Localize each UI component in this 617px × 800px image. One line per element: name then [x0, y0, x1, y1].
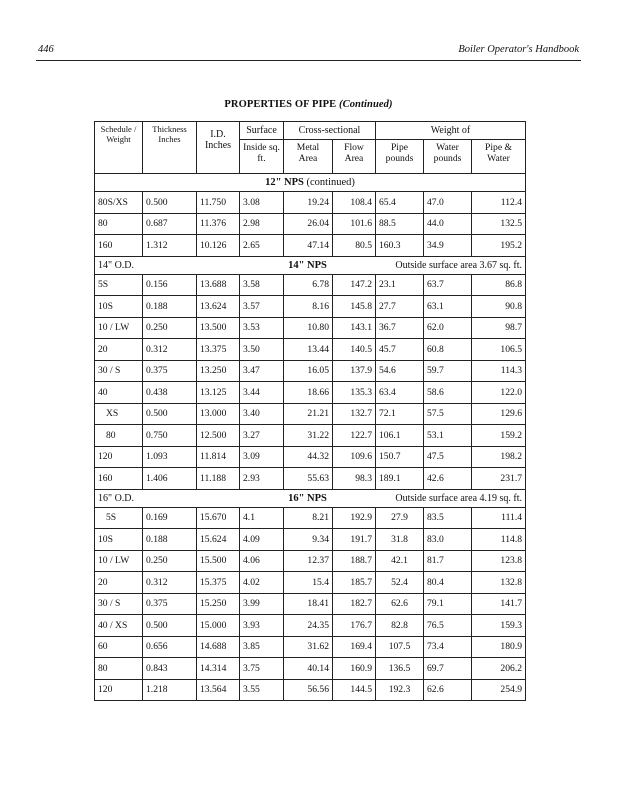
cell-pipe-water: 114.8 [472, 529, 526, 551]
cell-pipe-pounds: 42.1 [376, 550, 424, 572]
cell-flow-area: 145.8 [333, 296, 376, 318]
cell-water-pounds: 83.5 [424, 507, 472, 529]
cell-pipe-water: 123.8 [472, 550, 526, 572]
cell-thickness: 1.093 [143, 446, 197, 468]
cell-thickness: 1.218 [143, 679, 197, 701]
cell-pipe-pounds: 52.4 [376, 572, 424, 594]
header-cross-sectional: Cross-sectional [284, 122, 376, 140]
cell-pipe-pounds: 23.1 [376, 274, 424, 296]
cell-pipe-pounds: 62.6 [376, 593, 424, 615]
cell-id: 14.314 [197, 658, 240, 680]
table-row [95, 572, 526, 594]
cell-pipe-water: 254.9 [472, 679, 526, 701]
cell-schedule: 60 [95, 636, 143, 658]
cell-water-pounds: 58.6 [424, 382, 472, 404]
cell-water-pounds: 47.5 [424, 446, 472, 468]
running-header-title: Boiler Operator's Handbook [458, 44, 579, 55]
cell-water-pounds: 83.0 [424, 529, 472, 551]
cell-id: 11.376 [197, 213, 240, 235]
cell-metal-area: 18.41 [284, 593, 333, 615]
cell-flow-area: 191.7 [333, 529, 376, 551]
cell-schedule: 10 / LW [95, 550, 143, 572]
cell-schedule: 120 [95, 679, 143, 701]
cell-thickness: 0.188 [143, 296, 197, 318]
cell-pipe-pounds: 31.8 [376, 529, 424, 551]
cell-id: 11.814 [197, 446, 240, 468]
cell-water-pounds: 57.5 [424, 403, 472, 425]
cell-metal-area: 10.80 [284, 317, 333, 339]
cell-metal-area: 8.16 [284, 296, 333, 318]
cell-schedule: 80 [95, 658, 143, 680]
cell-water-pounds: 73.4 [424, 636, 472, 658]
cell-schedule: 20 [95, 572, 143, 594]
header-weight-of: Weight of [376, 122, 526, 140]
cell-flow-area: 101.6 [333, 213, 376, 235]
table-row [95, 507, 526, 529]
cell-pipe-water: 90.8 [472, 296, 526, 318]
cell-thickness: 0.687 [143, 213, 197, 235]
cell-surface-inside: 3.40 [240, 403, 284, 425]
cell-schedule: 10S [95, 529, 143, 551]
cell-flow-area: 147.2 [333, 274, 376, 296]
cell-id: 15.670 [197, 507, 240, 529]
cell-flow-area: 143.1 [333, 317, 376, 339]
cell-surface-inside: 3.08 [240, 192, 284, 214]
cell-metal-area: 24.35 [284, 615, 333, 637]
table-row [95, 446, 526, 468]
cell-pipe-water: 159.3 [472, 615, 526, 637]
cell-surface-inside: 3.57 [240, 296, 284, 318]
table-row [95, 468, 526, 490]
table-row [95, 403, 526, 425]
cell-id: 15.375 [197, 572, 240, 594]
cell-flow-area: 137.9 [333, 360, 376, 382]
cell-flow-area: 185.7 [333, 572, 376, 594]
cell-pipe-pounds: 27.9 [376, 507, 424, 529]
table-row [95, 192, 526, 214]
cell-pipe-water: 106.5 [472, 339, 526, 361]
cell-pipe-water: 231.7 [472, 468, 526, 490]
table-row [95, 593, 526, 615]
table-row [95, 296, 526, 318]
cell-thickness: 0.250 [143, 550, 197, 572]
cell-thickness: 0.500 [143, 615, 197, 637]
cell-id: 13.000 [197, 403, 240, 425]
cell-pipe-water: 129.6 [472, 403, 526, 425]
cell-schedule: 30 / S [95, 360, 143, 382]
cell-pipe-pounds: 192.3 [376, 679, 424, 701]
cell-pipe-water: 159.2 [472, 425, 526, 447]
header-surface-inside: Inside sq. ft. [240, 140, 284, 174]
cell-pipe-water: 112.4 [472, 192, 526, 214]
cell-flow-area: 109.6 [333, 446, 376, 468]
cell-water-pounds: 59.7 [424, 360, 472, 382]
cell-metal-area: 19.24 [284, 192, 333, 214]
cell-flow-area: 176.7 [333, 615, 376, 637]
table-row [95, 658, 526, 680]
cell-thickness: 0.312 [143, 572, 197, 594]
header-pipe-pounds: Pipe pounds [376, 140, 424, 174]
cell-flow-area: 144.5 [333, 679, 376, 701]
section-od-label: 14" O.D. [95, 256, 240, 274]
cell-schedule: 40 [95, 382, 143, 404]
cell-pipe-water: 206.2 [472, 658, 526, 680]
cell-surface-inside: 3.47 [240, 360, 284, 382]
header-thickness: Thickness Inches [143, 122, 197, 174]
cell-water-pounds: 81.7 [424, 550, 472, 572]
section-continued-text: (continued) [306, 177, 355, 188]
cell-schedule: 40 / XS [95, 615, 143, 637]
section-header-row [95, 256, 526, 274]
cell-pipe-water: 132.5 [472, 213, 526, 235]
section-surface-area: Outside surface area 4.19 sq. ft. [376, 489, 526, 507]
cell-surface-inside: 3.85 [240, 636, 284, 658]
table-title-main: PROPERTIES OF PIPE [224, 99, 337, 110]
cell-id: 13.624 [197, 296, 240, 318]
cell-pipe-water: 195.2 [472, 235, 526, 257]
cell-thickness: 0.656 [143, 636, 197, 658]
section-surface-area: Outside surface area 3.67 sq. ft. [376, 256, 526, 274]
cell-pipe-pounds: 106.1 [376, 425, 424, 447]
cell-surface-inside: 4.09 [240, 529, 284, 551]
cell-id: 11.750 [197, 192, 240, 214]
cell-surface-inside: 2.98 [240, 213, 284, 235]
table-row [95, 213, 526, 235]
table-row [95, 339, 526, 361]
cell-pipe-pounds: 88.5 [376, 213, 424, 235]
header-pipe-water: Pipe & Water [472, 140, 526, 174]
section-nps-label: 14" NPS [240, 256, 376, 274]
cell-surface-inside: 3.50 [240, 339, 284, 361]
table-row [95, 382, 526, 404]
cell-metal-area: 9.34 [284, 529, 333, 551]
cell-water-pounds: 79.1 [424, 593, 472, 615]
cell-flow-area: 169.4 [333, 636, 376, 658]
cell-water-pounds: 69.7 [424, 658, 472, 680]
header-rule [36, 60, 581, 61]
cell-surface-inside: 4.06 [240, 550, 284, 572]
cell-id: 12.500 [197, 425, 240, 447]
cell-metal-area: 15.4 [284, 572, 333, 594]
cell-id: 11.188 [197, 468, 240, 490]
cell-flow-area: 98.3 [333, 468, 376, 490]
cell-thickness: 0.169 [143, 507, 197, 529]
cell-water-pounds: 42.6 [424, 468, 472, 490]
cell-flow-area: 132.7 [333, 403, 376, 425]
table-row [95, 235, 526, 257]
cell-schedule: 10 / LW [95, 317, 143, 339]
cell-id: 10.126 [197, 235, 240, 257]
cell-surface-inside: 3.93 [240, 615, 284, 637]
cell-thickness: 0.500 [143, 192, 197, 214]
cell-flow-area: 122.7 [333, 425, 376, 447]
cell-id: 15.500 [197, 550, 240, 572]
table-row [95, 550, 526, 572]
cell-surface-inside: 3.44 [240, 382, 284, 404]
section-header-row [95, 174, 526, 192]
cell-pipe-pounds: 65.4 [376, 192, 424, 214]
cell-pipe-pounds: 36.7 [376, 317, 424, 339]
cell-thickness: 0.375 [143, 593, 197, 615]
cell-schedule: 5S [95, 274, 143, 296]
table-row [95, 615, 526, 637]
cell-metal-area: 55.63 [284, 468, 333, 490]
cell-flow-area: 140.5 [333, 339, 376, 361]
cell-pipe-pounds: 72.1 [376, 403, 424, 425]
cell-surface-inside: 2.65 [240, 235, 284, 257]
cell-schedule: 80 [95, 425, 143, 447]
cell-flow-area: 108.4 [333, 192, 376, 214]
header-surface: Surface [240, 122, 284, 140]
cell-schedule: 20 [95, 339, 143, 361]
cell-flow-area: 135.3 [333, 382, 376, 404]
cell-flow-area: 80.5 [333, 235, 376, 257]
table-title [0, 99, 617, 110]
cell-surface-inside: 4.1 [240, 507, 284, 529]
cell-id: 13.688 [197, 274, 240, 296]
cell-schedule: 30 / S [95, 593, 143, 615]
cell-pipe-pounds: 54.6 [376, 360, 424, 382]
header-flow-area: Flow Area [333, 140, 376, 174]
table-row [95, 274, 526, 296]
cell-metal-area: 40.14 [284, 658, 333, 680]
cell-metal-area: 31.62 [284, 636, 333, 658]
header-water-pounds: Water pounds [424, 140, 472, 174]
cell-pipe-water: 180.9 [472, 636, 526, 658]
cell-pipe-water: 132.8 [472, 572, 526, 594]
cell-schedule: 80 [95, 213, 143, 235]
cell-water-pounds: 53.1 [424, 425, 472, 447]
cell-thickness: 0.156 [143, 274, 197, 296]
cell-id: 13.500 [197, 317, 240, 339]
cell-water-pounds: 47.0 [424, 192, 472, 214]
cell-water-pounds: 80.4 [424, 572, 472, 594]
header-id: I.D. Inches [197, 122, 240, 174]
table-row [95, 636, 526, 658]
cell-water-pounds: 63.7 [424, 274, 472, 296]
cell-flow-area: 160.9 [333, 658, 376, 680]
cell-thickness: 1.406 [143, 468, 197, 490]
cell-surface-inside: 3.09 [240, 446, 284, 468]
cell-flow-area: 188.7 [333, 550, 376, 572]
cell-schedule: XS [95, 403, 143, 425]
header-schedule: Schedule / Weight [95, 122, 143, 174]
table-row [95, 679, 526, 701]
cell-surface-inside: 4.02 [240, 572, 284, 594]
cell-surface-inside: 3.58 [240, 274, 284, 296]
cell-pipe-pounds: 189.1 [376, 468, 424, 490]
cell-id: 13.125 [197, 382, 240, 404]
cell-pipe-pounds: 82.8 [376, 615, 424, 637]
section-header-row [95, 489, 526, 507]
cell-metal-area: 26.04 [284, 213, 333, 235]
cell-pipe-pounds: 63.4 [376, 382, 424, 404]
cell-thickness: 0.843 [143, 658, 197, 680]
cell-thickness: 0.250 [143, 317, 197, 339]
cell-pipe-pounds: 160.3 [376, 235, 424, 257]
cell-thickness: 0.438 [143, 382, 197, 404]
section-nps-label [95, 174, 526, 192]
cell-thickness: 0.312 [143, 339, 197, 361]
cell-schedule: 160 [95, 235, 143, 257]
cell-pipe-water: 86.8 [472, 274, 526, 296]
cell-schedule: 160 [95, 468, 143, 490]
section-nps-text: 12" NPS [265, 177, 304, 188]
cell-thickness: 0.188 [143, 529, 197, 551]
cell-thickness: 1.312 [143, 235, 197, 257]
pipe-properties-table [94, 121, 526, 701]
section-od-label: 16" O.D. [95, 489, 240, 507]
cell-water-pounds: 62.6 [424, 679, 472, 701]
cell-metal-area: 44.32 [284, 446, 333, 468]
cell-water-pounds: 44.0 [424, 213, 472, 235]
cell-id: 13.250 [197, 360, 240, 382]
cell-metal-area: 12.37 [284, 550, 333, 572]
cell-id: 15.624 [197, 529, 240, 551]
cell-water-pounds: 34.9 [424, 235, 472, 257]
cell-surface-inside: 2.93 [240, 468, 284, 490]
cell-pipe-pounds: 27.7 [376, 296, 424, 318]
cell-flow-area: 182.7 [333, 593, 376, 615]
cell-id: 14.688 [197, 636, 240, 658]
cell-surface-inside: 3.53 [240, 317, 284, 339]
cell-surface-inside: 3.27 [240, 425, 284, 447]
cell-schedule: 120 [95, 446, 143, 468]
table-row [95, 317, 526, 339]
cell-metal-area: 16.05 [284, 360, 333, 382]
cell-pipe-water: 98.7 [472, 317, 526, 339]
cell-id: 15.250 [197, 593, 240, 615]
cell-id: 15.000 [197, 615, 240, 637]
table-title-continued: (Continued) [339, 99, 393, 110]
cell-pipe-water: 198.2 [472, 446, 526, 468]
cell-metal-area: 13.44 [284, 339, 333, 361]
cell-thickness: 0.500 [143, 403, 197, 425]
cell-thickness: 0.750 [143, 425, 197, 447]
cell-pipe-pounds: 107.5 [376, 636, 424, 658]
cell-pipe-pounds: 150.7 [376, 446, 424, 468]
cell-id: 13.564 [197, 679, 240, 701]
cell-water-pounds: 63.1 [424, 296, 472, 318]
cell-pipe-water: 122.0 [472, 382, 526, 404]
cell-metal-area: 18.66 [284, 382, 333, 404]
cell-pipe-pounds: 136.5 [376, 658, 424, 680]
cell-flow-area: 192.9 [333, 507, 376, 529]
header-metal-area: Metal Area [284, 140, 333, 174]
cell-water-pounds: 62.0 [424, 317, 472, 339]
cell-pipe-pounds: 45.7 [376, 339, 424, 361]
cell-metal-area: 56.56 [284, 679, 333, 701]
cell-schedule: 5S [95, 507, 143, 529]
cell-surface-inside: 3.99 [240, 593, 284, 615]
cell-metal-area: 8.21 [284, 507, 333, 529]
cell-water-pounds: 76.5 [424, 615, 472, 637]
cell-pipe-water: 114.3 [472, 360, 526, 382]
cell-metal-area: 47.14 [284, 235, 333, 257]
cell-surface-inside: 3.75 [240, 658, 284, 680]
cell-metal-area: 31.22 [284, 425, 333, 447]
table-row [95, 425, 526, 447]
cell-surface-inside: 3.55 [240, 679, 284, 701]
cell-schedule: 10S [95, 296, 143, 318]
table-body [95, 174, 526, 701]
cell-metal-area: 21.21 [284, 403, 333, 425]
table-row [95, 360, 526, 382]
page-number: 446 [38, 44, 54, 55]
table-row [95, 529, 526, 551]
cell-id: 13.375 [197, 339, 240, 361]
cell-water-pounds: 60.8 [424, 339, 472, 361]
cell-metal-area: 6.78 [284, 274, 333, 296]
cell-schedule: 80S/XS [95, 192, 143, 214]
cell-pipe-water: 141.7 [472, 593, 526, 615]
section-nps-label: 16" NPS [240, 489, 376, 507]
cell-thickness: 0.375 [143, 360, 197, 382]
cell-pipe-water: 111.4 [472, 507, 526, 529]
